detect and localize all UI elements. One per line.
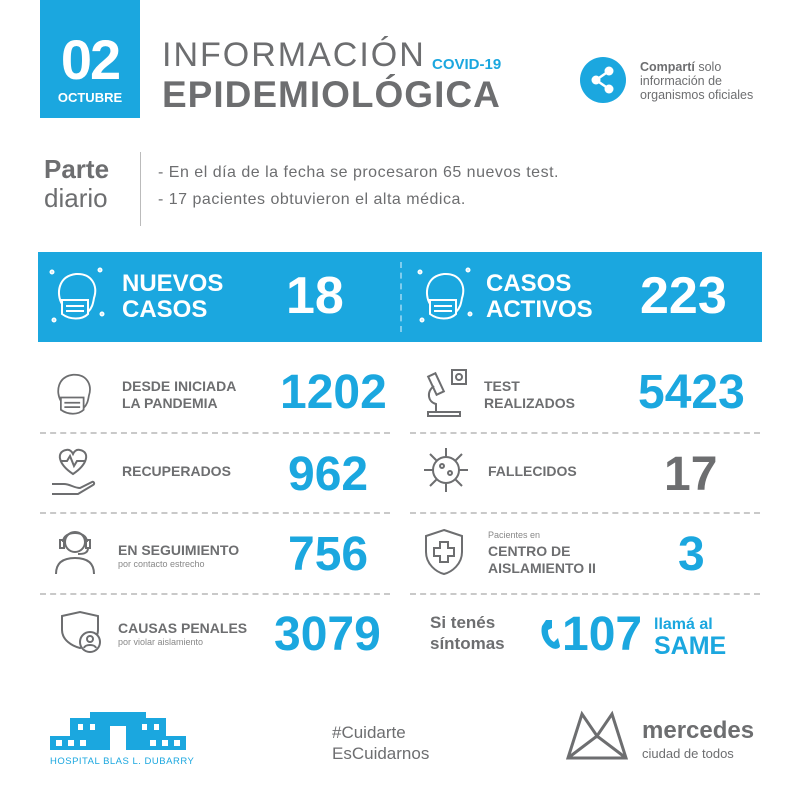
sintomas-line-2: síntomas: [430, 634, 505, 653]
phone-number[interactable]: 107: [562, 608, 643, 661]
sintomas-text: [430, 612, 505, 654]
llama-label: llamá al: [654, 616, 713, 633]
divider: [410, 432, 760, 434]
activos-value: 223: [640, 267, 727, 325]
divider: [40, 432, 390, 434]
hashtag-line-2: EsCuidarnos: [332, 744, 430, 763]
aislamiento-sub: Pacientes en: [488, 530, 541, 540]
divider: [410, 593, 760, 595]
parte-divider: [140, 152, 141, 226]
fallecidos-label: FALLECIDOS: [488, 463, 577, 479]
seguimiento-sub: por contacto estrecho: [118, 559, 205, 569]
microscope-icon: [418, 364, 472, 425]
share-rest1: solo: [694, 60, 722, 74]
aislamiento-label-1: CENTRO DE: [488, 543, 571, 559]
police-badge-icon: [58, 608, 106, 661]
virus-icon: [420, 444, 472, 501]
fallecidos-value: 17: [664, 448, 718, 501]
aislamiento-value: 3: [678, 528, 705, 581]
banner-divider: [400, 262, 402, 332]
date-box: [40, 0, 140, 118]
hospital-logo: [50, 712, 190, 757]
divider: [410, 512, 760, 514]
divider: [40, 593, 390, 595]
mercedes-logo: [562, 708, 632, 769]
heart-hand-icon: [48, 444, 98, 501]
seguimiento-value: 756: [288, 528, 369, 581]
causas-label: CAUSAS PENALES: [118, 620, 248, 636]
parte-title: Parte: [44, 154, 110, 184]
nuevos-value: 18: [286, 267, 344, 325]
activos-label-1: CASOS: [486, 270, 572, 297]
phone-icon[interactable]: [538, 618, 562, 657]
share-rest3: organismos oficiales: [640, 88, 754, 102]
hospital-name: HOSPITAL BLAS L. DUBARRY: [50, 756, 195, 767]
mask-face-icon: [416, 264, 474, 333]
city-name: mercedes: [642, 717, 755, 744]
same-label: SAME: [654, 632, 727, 660]
mask-face-icon: [48, 264, 106, 333]
aislamiento-label-2: AISLAMIENTO II: [488, 560, 596, 576]
seguimiento-label: EN SEGUIMIENTO: [118, 542, 240, 558]
page-title: EPIDEMIOLÓGICA: [162, 74, 501, 115]
mask-face-icon: [46, 366, 102, 427]
title-top: INFORMACIÓN: [162, 36, 426, 74]
causas-sub: por violar aislamiento: [118, 637, 204, 647]
test-value: 5423: [638, 366, 745, 419]
causas-value: 3079: [274, 608, 381, 661]
diario-title: diario: [44, 183, 108, 213]
headset-person-icon: [50, 524, 100, 581]
share-icon[interactable]: [580, 57, 626, 103]
parte-line-1: - En el día de la fecha se procesaron 65 nuevos test.: [158, 164, 559, 181]
sintomas-line-1: Si tenés: [430, 613, 496, 632]
test-label-1: TEST: [484, 378, 520, 394]
date-day: 02: [60, 28, 120, 91]
test-label-2: REALIZADOS: [484, 395, 575, 411]
pandemia-value: 1202: [280, 366, 387, 419]
city-sub: ciudad de todos: [642, 746, 734, 761]
recuperados-value: 962: [288, 448, 369, 501]
covid-tag: COVID-19: [432, 56, 502, 73]
recuperados-label: RECUPERADOS: [122, 463, 231, 479]
date-month: OCTUBRE: [57, 90, 123, 105]
share-rest2: información de: [640, 74, 722, 88]
parte-line-2: - 17 pacientes obtuvieron el alta médica.: [158, 191, 466, 208]
divider: [40, 512, 390, 514]
medical-shield-icon: [420, 526, 468, 583]
pandemia-label-2: LA PANDEMIA: [122, 395, 218, 411]
activos-label-2: ACTIVOS: [486, 296, 593, 323]
nuevos-label-2: CASOS: [122, 296, 208, 323]
share-text: [640, 60, 780, 102]
pandemia-label-1: DESDE INICIADA: [122, 378, 237, 394]
nuevos-label-1: NUEVOS: [122, 270, 224, 297]
hashtag-line-1: #Cuidarte: [332, 723, 406, 742]
share-bold: Compartí: [640, 60, 695, 74]
